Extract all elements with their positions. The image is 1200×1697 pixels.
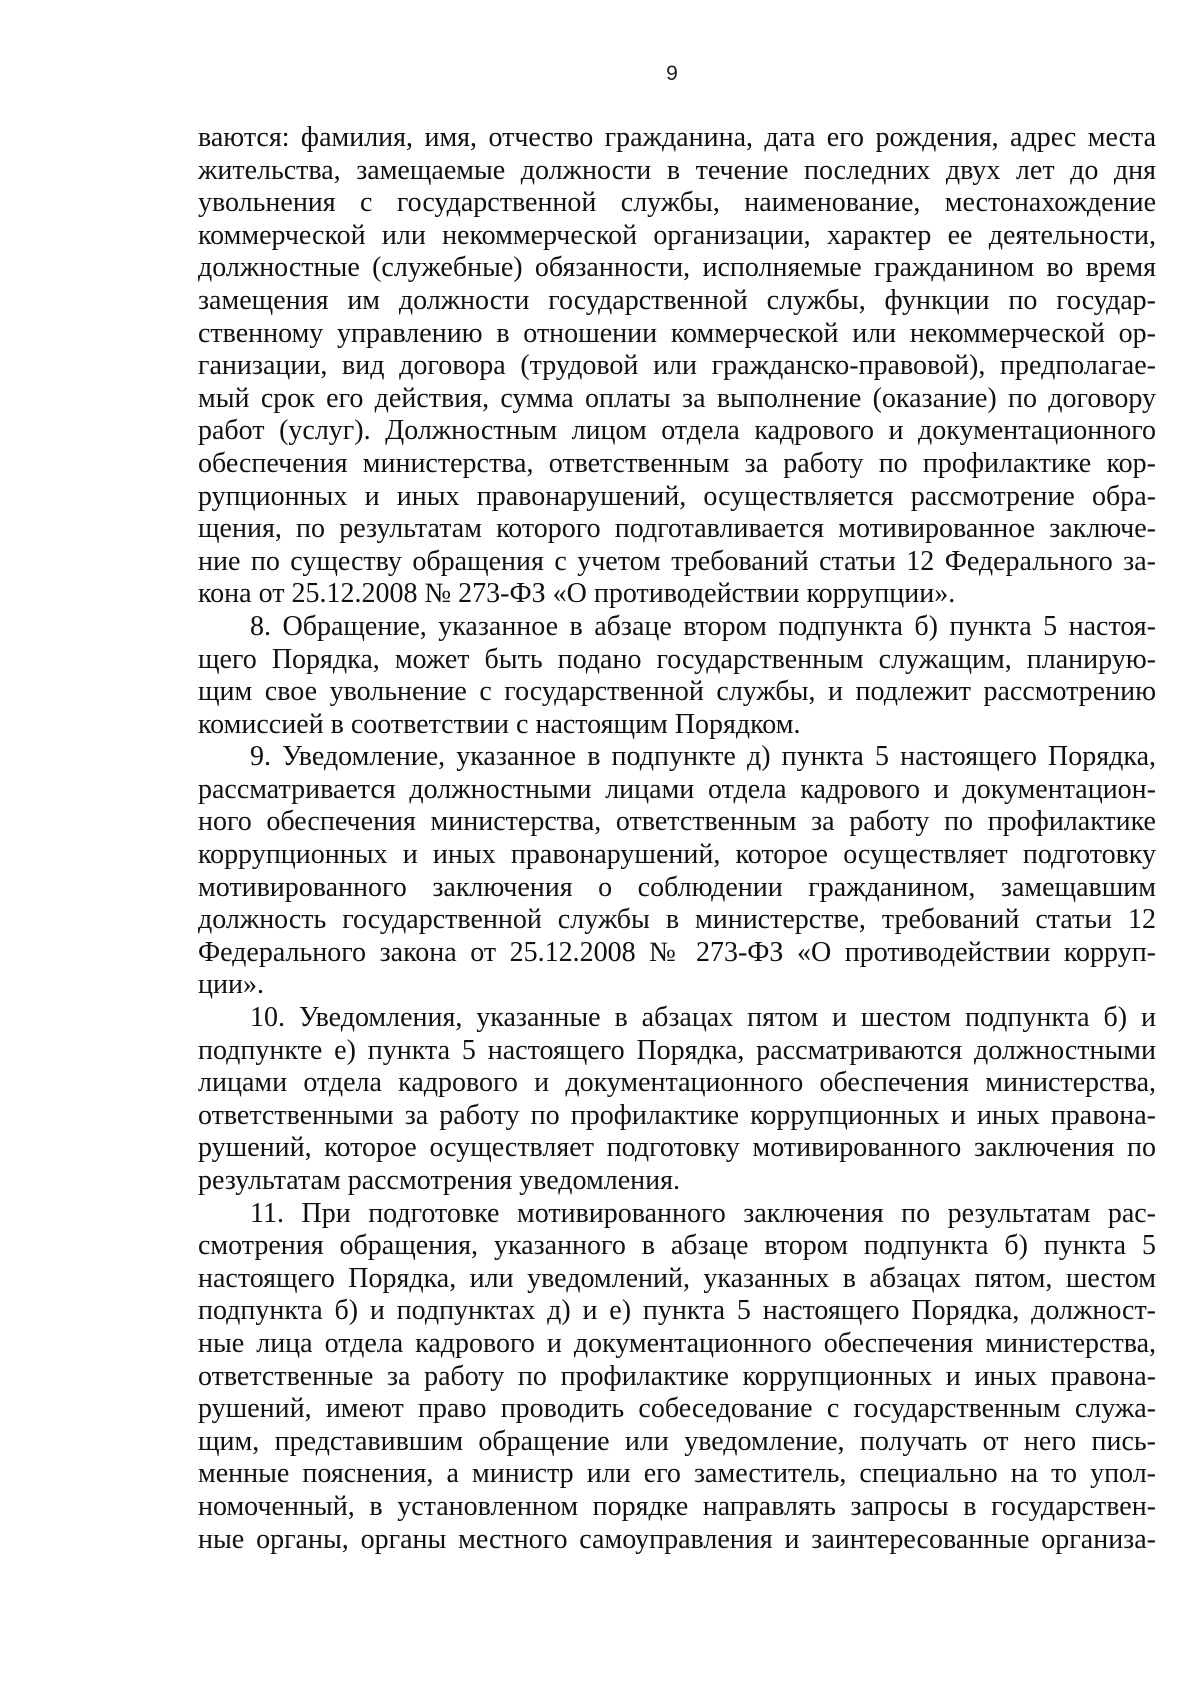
text-line: рушений, которое осуществляет подготовку мотивированного заключения по [198,1132,1156,1164]
text-line: ответственными за работу по профилактике коррупционных и иных правона- [198,1099,1156,1131]
text-line: ваются: фамилия, имя, отчество гражданина, дата его рождения, адрес места [198,122,1156,153]
text-line: рассматривается должностными лицами отдела кадрового и документацион- [198,773,1156,805]
text-line: ного обеспечения министерства, ответственным за работу по профилактике [198,806,1156,838]
text-line: 11. При подготовке мотивированного заключения по результатам рас- [250,1197,1156,1229]
text-line: ганизации, вид договора (трудовой или гражданско-правовой), предполагае- [198,350,1156,382]
paragraph-8 [198,611,1156,741]
text-line: должность государственной службы в министерстве, требований статьи 12 [198,904,1156,936]
text-line: рупционных и иных правонарушений, осуществляется рассмотрение обра- [198,480,1156,512]
text-line: результатам рассмотрения уведомления. [198,1165,680,1196]
text-line: Федерального закона от 25.12.2008 № 273-ФЗ «О противодействии корруп- [198,936,1156,968]
paragraph-11 [198,1198,1156,1557]
paragraph-continuation [198,122,1156,611]
text-line: ные лица отдела кадрового и документационного обеспечения министерства, [198,1327,1156,1359]
text-line: рушений, имеют право проводить собеседование с государственным служа- [198,1393,1156,1425]
document-body [198,122,1156,1556]
text-line: 8. Обращение, указанное в абзаце втором подпункта б) пункта 5 настоя- [250,610,1156,642]
text-line: коррупционных и иных правонарушений, которое осуществляет подготовку [198,839,1156,871]
text-line: лицами отдела кадрового и документационного обеспечения министерства, [198,1067,1156,1099]
text-line: ственному управлению в отношении коммерческой или некоммерческой ор- [198,317,1156,349]
text-line: ции». [198,969,264,1001]
text-line: коммерческой или некоммерческой организации, характер ее деятельности, [198,219,1156,251]
paragraph-10 [198,1002,1156,1198]
text-line: подпункте е) пункта 5 настоящего Порядка, рассматриваются должностными [198,1034,1156,1066]
text-line: работ (услуг). Должностным лицом отдела кадрового и документационного [198,415,1156,447]
text-line: номоченный, в установленном порядке направлять запросы в государствен- [198,1490,1156,1522]
text-line: 9. Уведомление, указанное в подпункте д) пункта 5 настоящего Порядка, [250,741,1156,773]
text-line: щения, по результатам которого подготавливается мотивированное заключе- [198,513,1156,545]
page-number: 9 [666,62,678,85]
text-line: настоящего Порядка, или уведомлений, указанных в абзацах пятом, шестом [198,1262,1156,1294]
text-line: жительства, замещаемые должности в течение последних двух лет до дня [198,154,1156,186]
text-line: замещения им должности государственной службы, функции по государ- [198,284,1156,316]
text-line: ные органы, органы местного самоуправления и заинтересованные организа- [198,1523,1156,1555]
text-line: смотрения обращения, указанного в абзаце втором подпункта б) пункта 5 [198,1230,1156,1262]
text-line: подпункта б) и подпунктах д) и е) пункта 5 настоящего Порядка, должност- [198,1295,1156,1327]
text-line: ние по существу обращения с учетом требований статьи 12 Федерального за- [198,545,1156,577]
text-line: менные пояснения, а министр или его заместитель, специально на то упол- [198,1458,1156,1490]
text-line: 10. Уведомления, указанные в абзацах пятом и шестом подпункта б) и [250,1002,1156,1034]
text-line: щего Порядка, может быть подано государственным служащим, планирую- [198,643,1156,675]
text-line: должностные (служебные) обязанности, исполняемые гражданином во время [198,252,1156,284]
text-line: мый срок его действия, сумма оплаты за выполнение (оказание) по договору [198,382,1156,414]
text-line: ответственные за работу по профилактике коррупционных и иных правона- [198,1360,1156,1392]
text-line: щим свое увольнение с государственной службы, и подлежит рассмотрению [198,676,1156,708]
text-line: комиссией в соответствии с настоящим Порядком. [198,708,801,740]
text-line: обеспечения министерства, ответственным за работу по профилактике кор- [198,447,1156,479]
text-line: мотивированного заключения о соблюдении гражданином, замещавшим [198,871,1156,903]
text-line: щим, представившим обращение или уведомление, получать от него пись- [198,1425,1156,1457]
text-line: кона от 25.12.2008 № 273-ФЗ «О противодействии коррупции». [198,578,956,610]
text-line: увольнения с государственной службы, наименование, местонахождение [198,187,1156,219]
paragraph-9 [198,741,1156,1002]
